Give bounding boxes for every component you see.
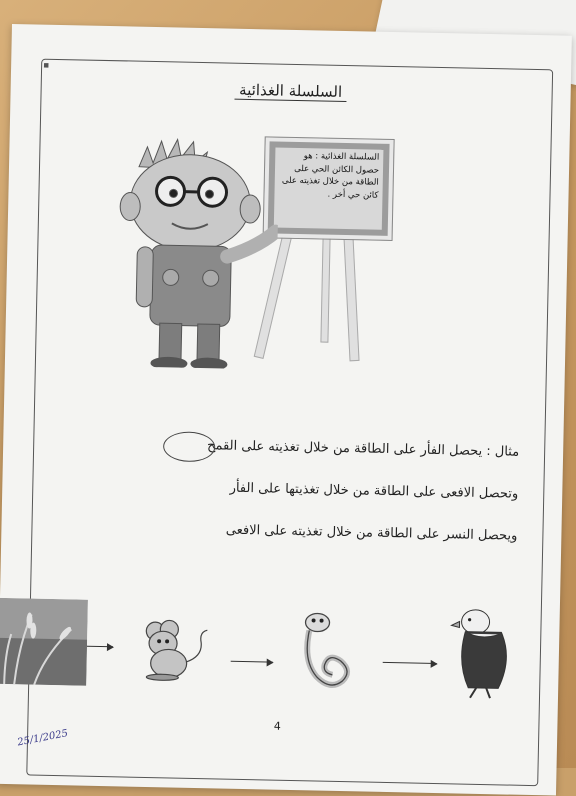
example-line-3: ويحصل النسر على الطاقة من خلال تغذيته على الافعى: [157, 521, 517, 544]
worksheet-page: [0, 24, 572, 796]
page-number: 4: [0, 714, 557, 739]
page-title: السلسلة الغذائية: [11, 76, 571, 106]
example-line-2: وتحصل الافعى على الطاقة من خلال تغذيتها على الفأر: [158, 479, 518, 502]
definition-board: [264, 137, 394, 240]
cartoon-boy-illustration: [105, 126, 280, 370]
eagle-image: [446, 603, 518, 704]
snake-image: [296, 610, 358, 695]
mouse-image: [136, 617, 209, 682]
wheat-word-circle: [163, 431, 216, 462]
example-line-1: مثال : يحصل الفأر على الطاقة من خلال تغذيته على القمح: [159, 437, 519, 460]
wheat-image: [0, 598, 88, 686]
handwritten-date: 25/1/2025: [16, 728, 68, 748]
definition-text: السلسلة الغذائية : هو حصول الكائن الحي على الطاقة من خلال تغذيته على كائن حي أخر .: [274, 148, 384, 230]
corner-mark: ▪: [43, 61, 49, 71]
